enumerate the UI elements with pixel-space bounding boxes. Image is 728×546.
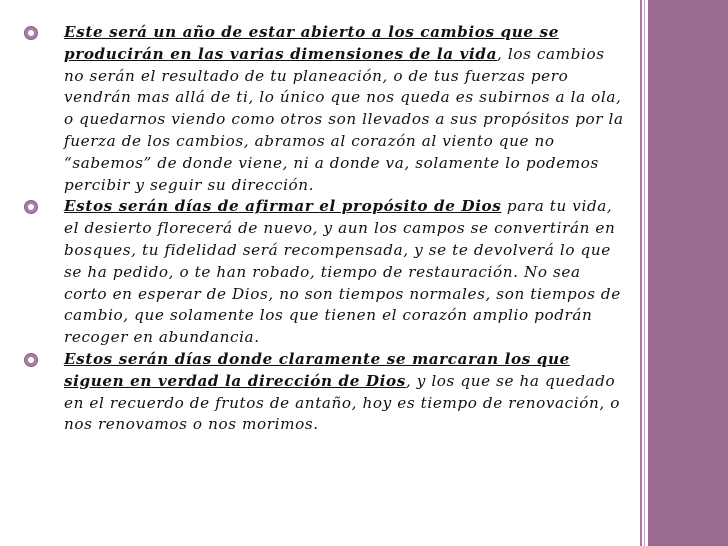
bullet-highlight-text: Estos serán días de afirmar el propósito de Dios [64,197,502,216]
decorative-side-bar [648,0,728,546]
bullet-highlight-text: Este será un año de estar abierto a los cambios que se producirán en las varias dimensiones de la vida [64,23,559,63]
bullet-list [24,22,628,436]
bullet-circle-icon [24,26,38,40]
decorative-line [644,0,645,546]
bullet-item [24,22,628,196]
bullet-highlight-text: Estos serán días donde claramente se marcaran los que siguen en verdad la dirección de Dios [64,349,570,390]
bullet-circle-icon [24,353,38,367]
bullet-item [24,349,628,436]
bullet-body-text: , y los que se ha quedado en el recuerdo de frutos de antaño, hoy es tiempo de renovación, o nos renovamos o nos morimos. [64,371,620,434]
bullet-body-text: para tu vida, el desierto florecerá de nuevo, y aun los campos se convertirán en bosques, tu fidelidad será recompensada, y se te devolverá lo que se ha pedido, o te han robado, tiempo de restauración. No sea corto en esperar de Dios, no son tiempos normales, son tiempos de cambio, que solamente los que tienen el corazón amplio podrán recoger en abundancia. [64,197,621,347]
decorative-line [640,0,642,546]
bullet-body-text: , los cambios no serán el resultado de tu planeación, o de tus fuerzas pero vendrán mas allá de ti, lo único que nos queda es subirnos a la ola, o quedarnos viendo como otros son llevados a sus propósitos por la fuerza de los cambios, abramos al corazón al viento que no “sabemos” de donde viene, ni a donde va, solamente lo podemos percibir y seguir su dirección. [64,44,624,194]
bullet-circle-icon [24,200,38,214]
bullet-item [24,196,628,349]
